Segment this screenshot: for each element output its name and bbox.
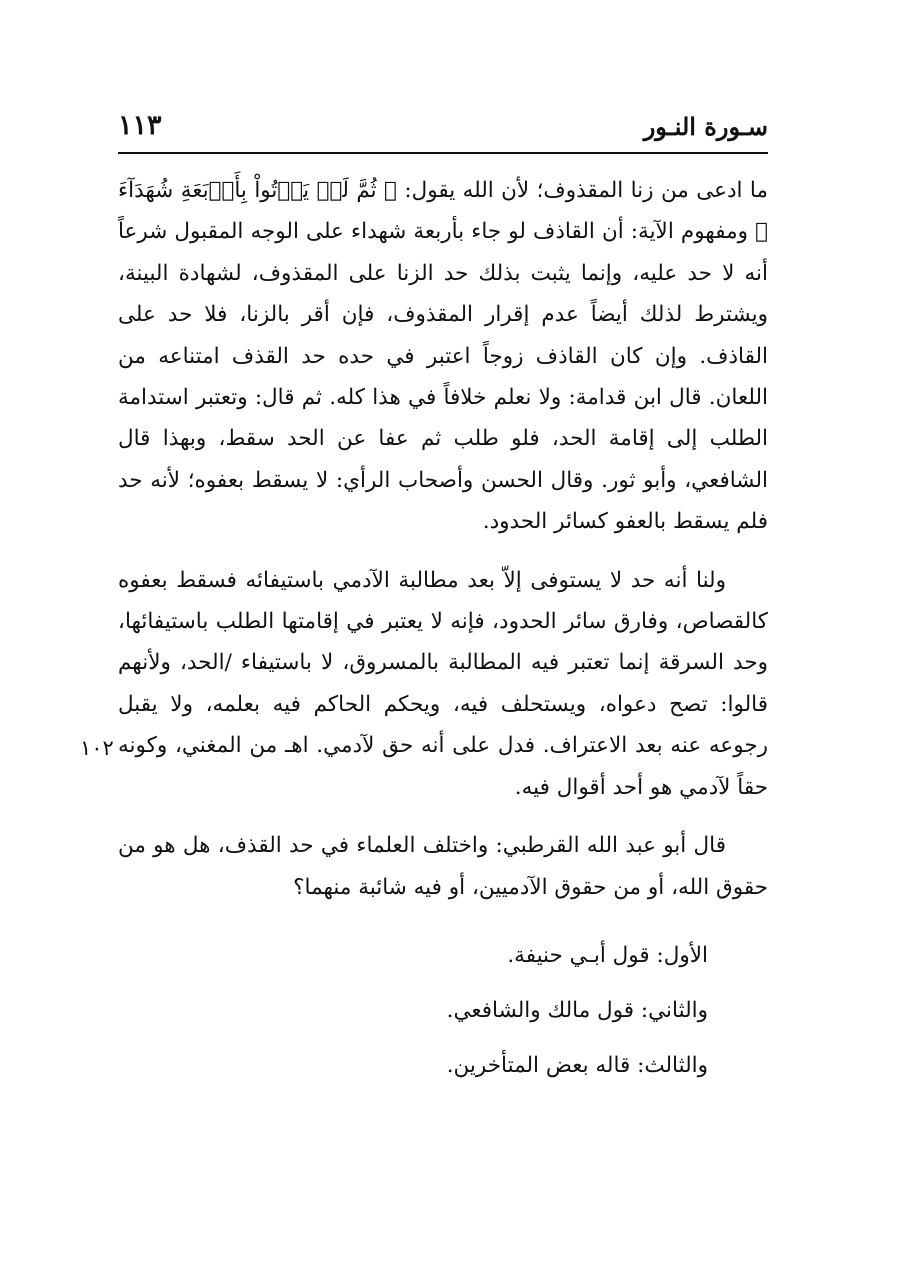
opinions-list bbox=[118, 928, 708, 1093]
paragraph-1-text: ومفهوم الآية: أن القاذف لو جاء بأربعة شهداء على الوجه المقبول شرعاً أنه لا حد عليه، وإنما يثبت بذلك حد الزنا على المقذوف، لشهادة البينة، ويشترط لذلك أيضاً عدم إقرار المقذوف، فإن أقر بالزنا، فلا حد على القاذف. وإن كان القاذف زوجاً اعتبر في حده حد القذف امتناعه من اللعان. قال ابن قدامة: ولا نعلم خلافاً في هذا كله. ثم قال: وتعتبر استدامة الطلب إلى إقامة الحد، فلو طلب ثم عفا عن الحد سقط، وبهذا قال الشافعي، وأبو ثور. وقال الحسن وأصحاب الرأي: لا يسقط بعفوه؛ لأنه حد فلم يسقط بالعفو كسائر الحدود. bbox=[118, 219, 768, 535]
paragraph-2: ولنا أنه حد لا يستوفى إلاّ بعد مطالبة الآدمي باستيفائه فسقط بعفوه كالقصاص، وفارق سائر الحدود، فإنه لا يعتبر في إقامتها الطلب باستيفائها، وحد السرقة إنما تعتبر فيه المطالبة بالمسروق، لا باستيفاء /الحد، ولأنهم قالوا: تصح دعواه، ويستحلف فيه، ويحكم الحاكم فيه بعلمه، ولا يقبل رجوعه عنه بعد الاعتراف. فدل على أنه حق لآدمي. اهـ من المغني، وكونه حقاً لآدمي هو أحد أقوال فيه. bbox=[118, 567, 768, 800]
opinion-item: الأول: قول أبـي حنيفة. bbox=[507, 942, 708, 968]
margin-page-reference: ١٠٢ bbox=[80, 736, 114, 760]
paragraph-1 bbox=[118, 170, 768, 543]
opinion-item: والثاني: قول مالك والشافعي. bbox=[446, 997, 708, 1023]
page-header bbox=[118, 112, 768, 156]
surah-title: سـورة النـور bbox=[643, 112, 768, 141]
page-body bbox=[118, 170, 768, 1093]
opinion-item: والثالث: قاله بعض المتأخرين. bbox=[446, 1052, 708, 1078]
quran-verse: ﴿ ثُمَّ لَمۡ يَأۡتُواْ بِأَرۡبَعَةِ شُهَدَآءَ ﴾ bbox=[118, 178, 768, 245]
paragraph-3: قال أبو عبد الله القرطبي: واختلف العلماء في حد القذف، هل هو من حقوق الله، أو من حقوق الآدميين، أو فيه شائبة منهما؟ bbox=[118, 833, 768, 900]
page-number: ١١٣ bbox=[118, 110, 162, 141]
header-divider bbox=[118, 152, 768, 154]
paragraph-1-intro: ما ادعى من زنا المقذوف؛ لأن الله يقول: bbox=[404, 178, 768, 203]
